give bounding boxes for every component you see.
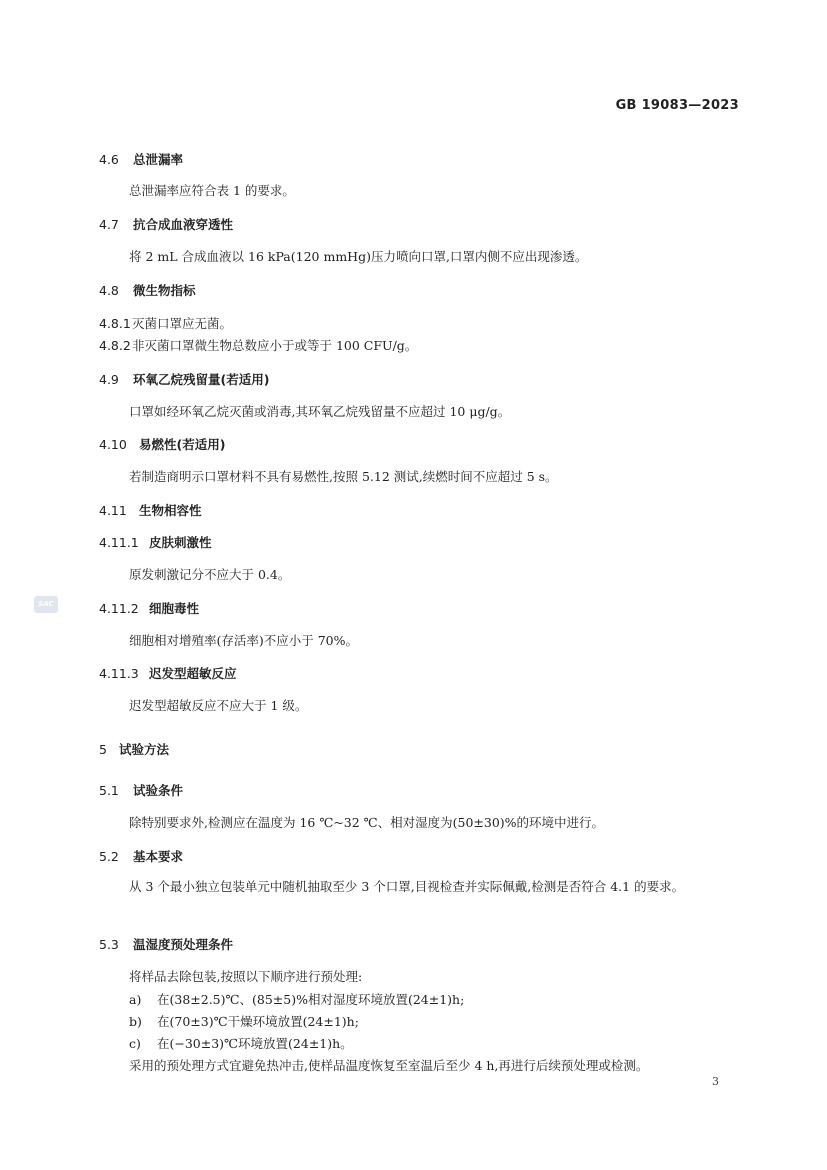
paragraph-4-11-1: 原发刺激记分不应大于 0.4。 — [129, 567, 291, 582]
list-item — [129, 1034, 353, 1052]
section-number: 4.7 — [99, 217, 119, 232]
paragraph-4-6: 总泄漏率应符合表 1 的要求。 — [129, 183, 295, 198]
list-item-text: 在(−30±3)℃环境放置(24±1)h。 — [157, 1036, 353, 1051]
list-item-label: b) — [129, 1014, 142, 1029]
list-item — [129, 1012, 359, 1030]
item-4-8-1 — [99, 314, 232, 332]
section-number: 4.6 — [99, 152, 119, 167]
item-text: 灭菌口罩应无菌。 — [132, 316, 233, 331]
section-title: 环氧乙烷残留量(若适用) — [133, 372, 270, 387]
heading-5-2 — [99, 847, 183, 865]
heading-5 — [99, 740, 169, 758]
paragraph-5-3-intro: 将样品去除包装,按照以下顺序进行预处理: — [129, 969, 363, 984]
section-title: 细胞毒性 — [149, 601, 200, 616]
paragraph-4-9: 口罩如经环氧乙烷灭菌或消毒,其环氧乙烷残留量不应超过 10 μg/g。 — [129, 404, 511, 419]
item-text: 非灭菌口罩微生物总数应小于或等于 100 CFU/g。 — [132, 338, 418, 353]
section-title: 总泄漏率 — [133, 152, 184, 167]
section-title: 温湿度预处理条件 — [133, 937, 234, 952]
section-number: 4.11.3 — [99, 666, 139, 681]
section-number: 5.2 — [99, 849, 119, 864]
section-title: 迟发型超敏反应 — [149, 666, 237, 681]
list-item — [129, 990, 464, 1008]
section-number: 4.9 — [99, 372, 119, 387]
heading-4-9 — [99, 370, 269, 388]
heading-4-11 — [99, 501, 202, 519]
heading-4-11-1 — [99, 533, 212, 551]
section-number: 5.3 — [99, 937, 119, 952]
list-item-label: a) — [129, 992, 142, 1007]
item-number: 4.8.2 — [99, 338, 131, 353]
section-title: 试验方法 — [119, 742, 170, 757]
section-title: 抗合成血液穿透性 — [133, 217, 234, 232]
item-number: 4.8.1 — [99, 316, 131, 331]
section-title: 基本要求 — [133, 849, 184, 864]
list-item-text: 在(38±2.5)℃、(85±5)%相对湿度环境放置(24±1)h; — [157, 992, 465, 1007]
paragraph-5-3-outro: 采用的预处理方式宜避免热冲击,使样品温度恢复至室温后至少 4 h,再进行后续预处理或检测。 — [129, 1058, 649, 1073]
section-number: 4.11.1 — [99, 535, 139, 550]
heading-5-3 — [99, 935, 233, 953]
section-title: 生物相容性 — [139, 503, 202, 518]
section-title: 皮肤刺激性 — [149, 535, 212, 550]
section-title: 试验条件 — [133, 783, 184, 798]
page-number: 3 — [712, 1075, 719, 1088]
section-number: 4.11 — [99, 503, 127, 518]
item-4-8-2 — [99, 336, 417, 354]
heading-4-8 — [99, 281, 196, 299]
section-number: 4.8 — [99, 283, 119, 298]
heading-4-11-3 — [99, 664, 237, 682]
list-item-text: 在(70±3)℃干燥环境放置(24±1)h; — [157, 1014, 359, 1029]
paragraph-5-1: 除特别要求外,检测应在温度为 16 ℃~32 ℃、相对湿度为(50±30)%的环境中进行。 — [129, 815, 605, 830]
section-title: 易燃性(若适用) — [139, 437, 226, 452]
paragraph-5-2-text: 从 3 个最小独立包装单元中随机抽取至少 3 个口罩,目视检查并实际佩戴,检测是否符合 4.1 的要求。 — [129, 879, 685, 894]
section-number: 4.10 — [99, 437, 127, 452]
section-number: 5.1 — [99, 783, 119, 798]
heading-4-11-2 — [99, 599, 199, 617]
paragraph-5-2 — [99, 876, 739, 898]
heading-4-7 — [99, 215, 233, 233]
paragraph-4-11-3: 迟发型超敏反应不应大于 1 级。 — [129, 698, 308, 713]
section-number: 4.11.2 — [99, 601, 139, 616]
paragraph-4-11-2: 细胞相对增殖率(存活率)不应小于 70%。 — [129, 633, 359, 648]
section-number: 5 — [99, 742, 107, 757]
heading-5-1 — [99, 781, 183, 799]
heading-4-6 — [99, 150, 183, 168]
paragraph-4-10: 若制造商明示口罩材料不具有易燃性,按照 5.12 测试,续燃时间不应超过 5 s。 — [129, 469, 558, 484]
sac-watermark-logo: SAC — [34, 596, 58, 613]
standard-code-header: GB 19083—2023 — [615, 98, 739, 113]
list-item-label: c) — [129, 1036, 141, 1051]
section-title: 微生物指标 — [133, 283, 196, 298]
heading-4-10 — [99, 435, 225, 453]
paragraph-4-7: 将 2 mL 合成血液以 16 kPa(120 mmHg)压力喷向口罩,口罩内侧不应出现渗透。 — [129, 249, 588, 264]
